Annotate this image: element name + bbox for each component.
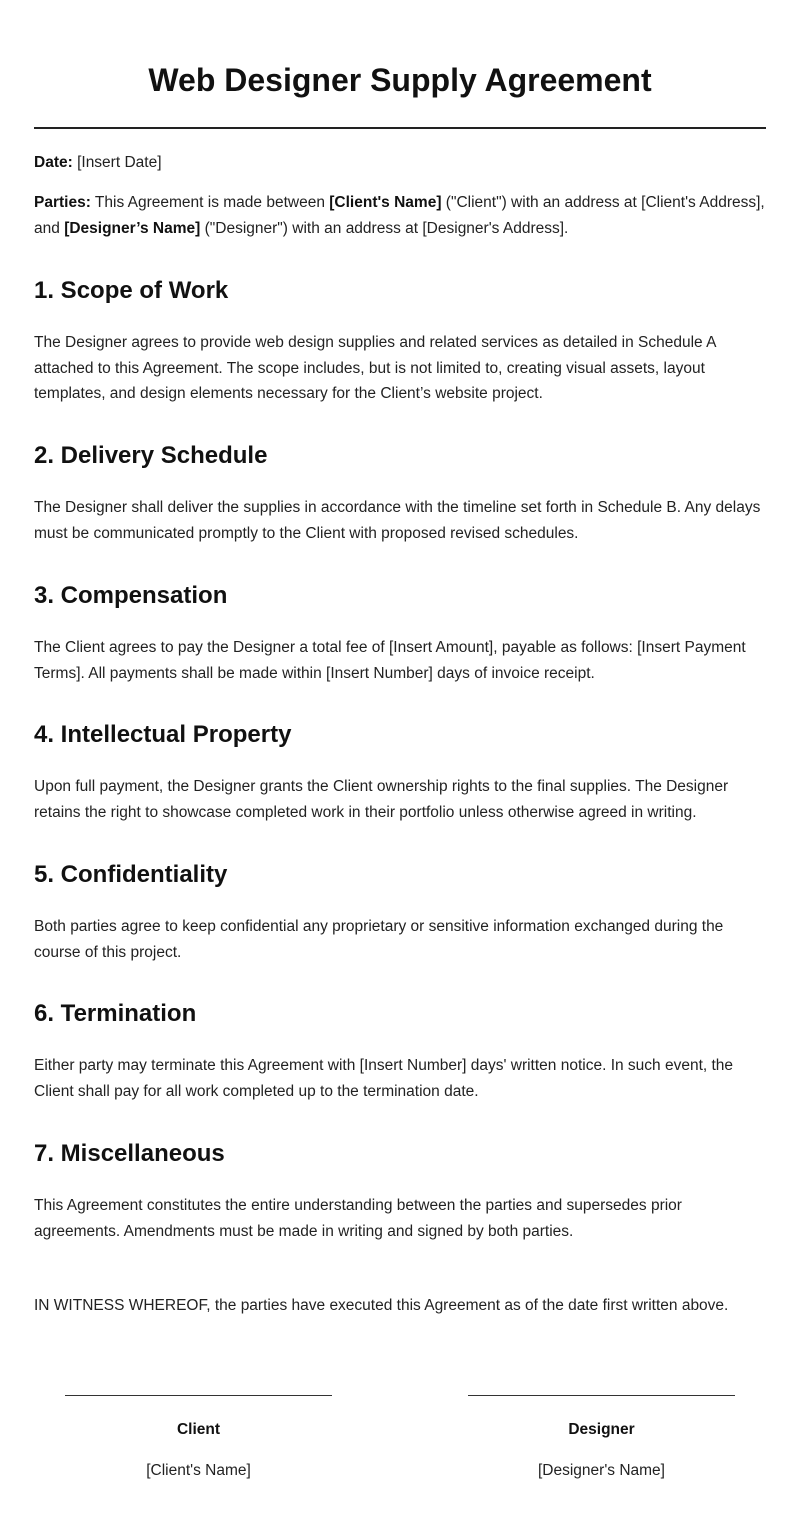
section-body: Upon full payment, the Designer grants the Client ownership rights to the final supplies. The Designer retains the right to showcase completed work in their portfolio unless otherwise agreed in writing. <box>34 778 729 821</box>
designer-role-label: Designer <box>568 1421 635 1438</box>
section-heading: 4. Intellectual Property <box>34 721 292 748</box>
section-heading: 6. Termination <box>34 1000 197 1027</box>
client-name-placeholder: [Client's Name] <box>329 194 442 211</box>
parties-text: ("Designer") with an address at [Designer's Address]. <box>204 219 569 237</box>
client-signature-line <box>65 1395 332 1396</box>
designer-signature-line <box>468 1395 735 1396</box>
date-value: [Insert Date] <box>77 154 162 171</box>
section-heading: 7. Miscellaneous <box>34 1140 225 1167</box>
section-heading: 5. Confidentiality <box>34 861 228 888</box>
section-body: Either party may terminate this Agreement with [Insert Number] days' written notice. In such event, the Client shall pay for all work completed up to the termination date. <box>34 1057 734 1100</box>
section-body: Both parties agree to keep confidential any proprietary or sensitive information exchanged during the course of this project. <box>34 918 724 961</box>
section-body: The Client agrees to pay the Designer a total fee of [Insert Amount], payable as follows: [Insert Payment Terms]. All payments shall be made within [Insert Number] days of invoice receipt. <box>34 639 746 682</box>
date-label: Date: <box>34 154 73 171</box>
section-heading: 2. Delivery Schedule <box>34 442 268 469</box>
section-heading: 1. Scope of Work <box>34 277 229 304</box>
date-line <box>34 150 766 176</box>
title-divider <box>34 127 766 129</box>
parties-text: This Agreement is made between <box>94 194 325 211</box>
witness-clause: IN WITNESS WHEREOF, the parties have executed this Agreement as of the date first written above. <box>34 1297 729 1314</box>
parties-text: ("Client") with an address at [Client's Address], and <box>34 194 765 237</box>
client-name-label: [Client's Name] <box>146 1462 251 1479</box>
parties-label: Parties: <box>34 194 91 211</box>
section-body: This Agreement constitutes the entire understanding between the parties and supersedes prior agreements. Amendments must be made in writing and signed by both parties. <box>34 1197 682 1240</box>
parties-paragraph <box>34 190 766 241</box>
client-role-label: Client <box>176 1421 221 1438</box>
designer-name-placeholder: [Designer’s Name] <box>64 219 201 237</box>
designer-name-label: [Designer's Name] <box>537 1462 665 1479</box>
section-body: The Designer shall deliver the supplies in accordance with the timeline set forth in Schedule B. Any delays must be communicated promptly to the Client with proposed revised schedules. <box>34 499 761 542</box>
section-heading: 3. Compensation <box>34 582 228 609</box>
section-body: The Designer agrees to provide web design supplies and related services as detailed in Schedule A attached to this Agreement. The scope includes, but is not limited to, creating visual assets, layout templates, and design elements necessary for the Client’s website project. <box>34 334 716 402</box>
document-title: Web Designer Supply Agreement <box>148 62 652 98</box>
